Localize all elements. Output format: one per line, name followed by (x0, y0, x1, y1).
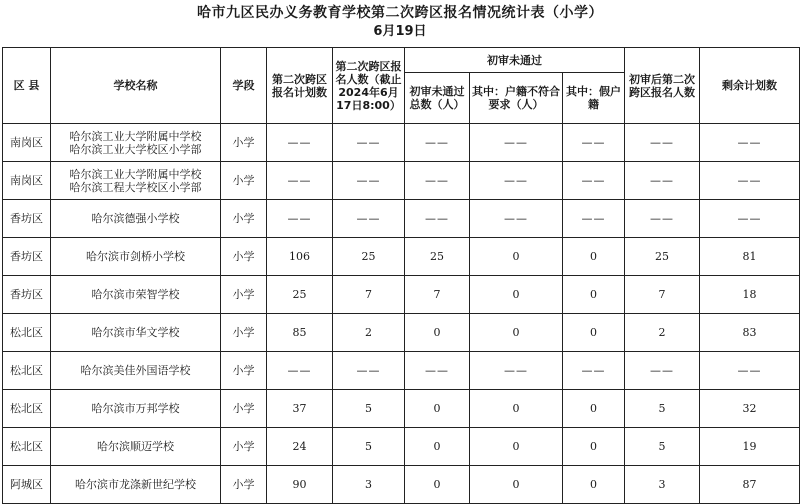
cell-school: 哈尔滨市剑桥小学校 (51, 238, 221, 276)
cell-stage: 小学 (221, 428, 267, 466)
cell-fail-total: —— (405, 352, 470, 390)
cell-school: 哈尔滨工业大学附属中学校 哈尔滨工业大学校区小学部 (51, 124, 221, 162)
cell-fail-fake: 0 (563, 238, 625, 276)
cell-fail-hukou: 0 (470, 314, 563, 352)
table-row (3, 238, 800, 276)
cell-stage: 小学 (221, 390, 267, 428)
cell-district: 香坊区 (3, 238, 51, 276)
cell-fail-hukou: 0 (470, 466, 563, 504)
statistics-table (2, 47, 800, 504)
cell-school: 哈尔滨市华文学校 (51, 314, 221, 352)
cell-after-review: —— (625, 352, 700, 390)
report-date: 6月19日 (373, 24, 427, 39)
cell-signups: 5 (333, 428, 405, 466)
cell-after-review: —— (625, 200, 700, 238)
table-row (3, 390, 800, 428)
cell-fail-fake: 0 (563, 428, 625, 466)
cell-remaining: —— (700, 352, 800, 390)
cell-fail-hukou: 0 (470, 428, 563, 466)
cell-school: 哈尔滨市荣智学校 (51, 276, 221, 314)
cell-remaining: 18 (700, 276, 800, 314)
header-district: 区 县 (3, 48, 51, 124)
header-stage: 学段 (221, 48, 267, 124)
cell-fail-fake: —— (563, 200, 625, 238)
cell-after-review: 7 (625, 276, 700, 314)
cell-signups: 25 (333, 238, 405, 276)
cell-remaining: —— (700, 162, 800, 200)
cell-stage: 小学 (221, 466, 267, 504)
cell-school: 哈尔滨市龙涤新世纪学校 (51, 466, 221, 504)
header-fail-total: 初审未通过总数（人） (405, 73, 470, 124)
cell-fail-fake: 0 (563, 314, 625, 352)
cell-plan: —— (267, 352, 333, 390)
title-block (0, 0, 800, 47)
cell-school: 哈尔滨市万邦学校 (51, 390, 221, 428)
cell-district: 松北区 (3, 428, 51, 466)
cell-fail-fake: 0 (563, 466, 625, 504)
cell-fail-total: 0 (405, 314, 470, 352)
header-after-review: 初审后第二次跨区报名人数 (625, 48, 700, 124)
header-fail-hukou: 其中：户籍不符合要求（人） (470, 73, 563, 124)
table-row (3, 200, 800, 238)
cell-fail-hukou: 0 (470, 390, 563, 428)
cell-plan: 24 (267, 428, 333, 466)
cell-remaining: —— (700, 124, 800, 162)
cell-after-review: 25 (625, 238, 700, 276)
cell-stage: 小学 (221, 200, 267, 238)
table-row (3, 428, 800, 466)
cell-plan: 37 (267, 390, 333, 428)
cell-plan: 25 (267, 276, 333, 314)
cell-remaining: 81 (700, 238, 800, 276)
cell-stage: 小学 (221, 314, 267, 352)
cell-fail-total: —— (405, 200, 470, 238)
table-row (3, 276, 800, 314)
cell-signups: 3 (333, 466, 405, 504)
cell-fail-hukou: 0 (470, 276, 563, 314)
cell-signups: 5 (333, 390, 405, 428)
cell-remaining: 19 (700, 428, 800, 466)
cell-after-review: —— (625, 124, 700, 162)
header-fail-group: 初审未通过 (405, 48, 625, 73)
cell-stage: 小学 (221, 124, 267, 162)
cell-remaining: —— (700, 200, 800, 238)
cell-fail-fake: 0 (563, 276, 625, 314)
cell-fail-hukou: —— (470, 352, 563, 390)
cell-fail-hukou: —— (470, 162, 563, 200)
table-row (3, 352, 800, 390)
cell-signups: 2 (333, 314, 405, 352)
cell-fail-fake: —— (563, 124, 625, 162)
cell-after-review: 2 (625, 314, 700, 352)
cell-district: 阿城区 (3, 466, 51, 504)
header-remaining: 剩余计划数 (700, 48, 800, 124)
cell-plan: 106 (267, 238, 333, 276)
cell-stage: 小学 (221, 238, 267, 276)
cell-district: 香坊区 (3, 200, 51, 238)
cell-fail-fake: —— (563, 352, 625, 390)
cell-signups: —— (333, 124, 405, 162)
cell-fail-fake: 0 (563, 390, 625, 428)
header-plan: 第二次跨区报名计划数 (267, 48, 333, 124)
cell-plan: —— (267, 200, 333, 238)
cell-signups: —— (333, 352, 405, 390)
cell-fail-total: 7 (405, 276, 470, 314)
header-row-top (3, 48, 800, 73)
cell-signups: —— (333, 162, 405, 200)
cell-fail-hukou: —— (470, 200, 563, 238)
cell-stage: 小学 (221, 276, 267, 314)
cell-stage: 小学 (221, 352, 267, 390)
cell-district: 南岗区 (3, 162, 51, 200)
cell-district: 松北区 (3, 314, 51, 352)
cell-school: 哈尔滨工业大学附属中学校 哈尔滨工程大学校区小学部 (51, 162, 221, 200)
header-signups: 第二次跨区报名人数（截止2024年6月17日8:00） (333, 48, 405, 124)
cell-fail-fake: —— (563, 162, 625, 200)
table-row (3, 124, 800, 162)
cell-stage: 小学 (221, 162, 267, 200)
cell-after-review: 5 (625, 428, 700, 466)
cell-district: 松北区 (3, 352, 51, 390)
cell-plan: 85 (267, 314, 333, 352)
cell-remaining: 87 (700, 466, 800, 504)
cell-signups: —— (333, 200, 405, 238)
cell-district: 香坊区 (3, 276, 51, 314)
cell-signups: 7 (333, 276, 405, 314)
cell-fail-total: —— (405, 162, 470, 200)
cell-fail-total: 0 (405, 466, 470, 504)
cell-fail-total: 25 (405, 238, 470, 276)
cell-fail-hukou: 0 (470, 238, 563, 276)
cell-after-review: 3 (625, 466, 700, 504)
cell-after-review: 5 (625, 390, 700, 428)
cell-district: 松北区 (3, 390, 51, 428)
header-fail-fake: 其中：假户籍 (563, 73, 625, 124)
cell-remaining: 83 (700, 314, 800, 352)
table-title: 哈市九区民办义务教育学校第二次跨区报名情况统计表（小学） (197, 5, 603, 21)
header-school: 学校名称 (51, 48, 221, 124)
table-row (3, 314, 800, 352)
table-row (3, 162, 800, 200)
cell-fail-total: 0 (405, 428, 470, 466)
cell-plan: —— (267, 124, 333, 162)
cell-fail-hukou: —— (470, 124, 563, 162)
cell-school: 哈尔滨美佳外国语学校 (51, 352, 221, 390)
cell-school: 哈尔滨顺迈学校 (51, 428, 221, 466)
cell-school: 哈尔滨德强小学校 (51, 200, 221, 238)
cell-after-review: —— (625, 162, 700, 200)
cell-fail-total: 0 (405, 390, 470, 428)
cell-plan: 90 (267, 466, 333, 504)
cell-fail-total: —— (405, 124, 470, 162)
cell-remaining: 32 (700, 390, 800, 428)
cell-district: 南岗区 (3, 124, 51, 162)
table-body (3, 124, 800, 504)
cell-plan: —— (267, 162, 333, 200)
